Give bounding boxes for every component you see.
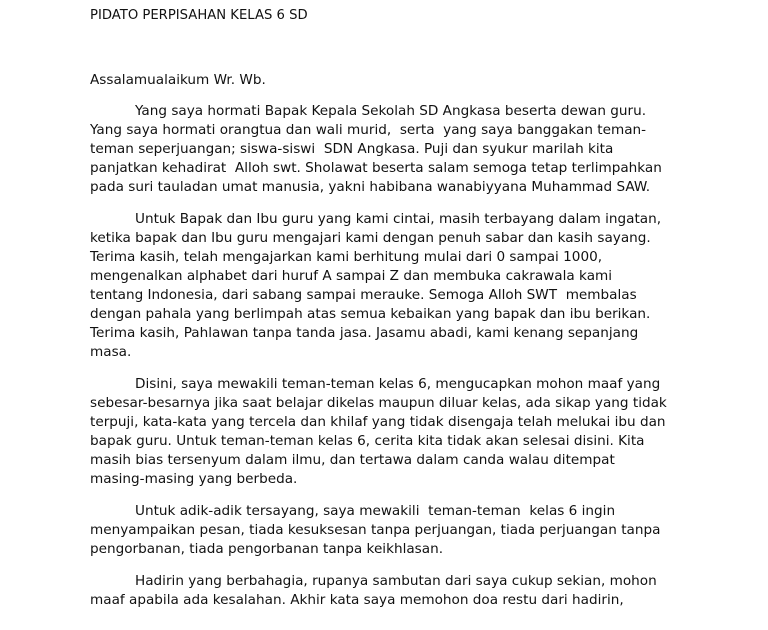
paragraph-line: menyampaikan pesan, tiada kesuksesan tanpa perjuangan, tiada perjuangan tanpa: [90, 522, 661, 538]
paragraph-line: dengan pahala yang berlimpah atas semua kebaikan yang bapak dan ibu berikan.: [90, 306, 651, 322]
paragraph-line: Terima kasih, telah mengajarkan kami berhitung mulai dari 0 sampai 1000,: [90, 249, 603, 265]
paragraph-line: Untuk Bapak dan Ibu guru yang kami cintai, masih terbayang dalam ingatan,: [135, 211, 662, 227]
paragraph-line: mengenalkan alphabet dari huruf A sampai Z dan membuka cakrawala kami: [90, 268, 613, 284]
paragraph-line: tentang Indonesia, dari sabang sampai merauke. Semoga Alloh SWT membalas: [90, 287, 637, 303]
paragraph-line: pada suri tauladan umat manusia, yakni habibana wanabiyyana Muhammad SAW.: [90, 179, 651, 195]
paragraph-closing: [90, 572, 690, 610]
paragraph-juniors: [90, 502, 690, 559]
paragraph-teachers: [90, 210, 690, 362]
paragraph-line: maaf apabila ada kesalahan. Akhir kata saya memohon doa restu dari hadirin,: [90, 592, 624, 608]
paragraph-opening: [90, 102, 690, 197]
paragraph-line: sebesar-besarnya jika saat belajar dikelas maupun diluar kelas, ada sikap yang tidak: [90, 395, 667, 411]
paragraph-line: masih bias tersenyum dalam ilmu, dan tertawa dalam canda walau ditempat: [90, 452, 615, 468]
paragraph-line: teman seperjuangan; siswa-siswi SDN Angkasa. Puji dan syukur marilah kita: [90, 141, 614, 157]
paragraph-line: terpuji, kata-kata yang tercela dan khilaf yang tidak disengaja telah melukai ibu dan: [90, 414, 666, 430]
paragraph-line: Disini, saya mewakili teman-teman kelas 6, mengucapkan mohon maaf yang: [135, 376, 661, 392]
document-title: PIDATO PERPISAHAN KELAS 6 SD: [90, 8, 308, 23]
paragraph-line: bapak guru. Untuk teman-teman kelas 6, cerita kita tidak akan selesai disini. Kita: [90, 433, 645, 449]
paragraph-line: Untuk adik-adik tersayang, saya mewakili teman-teman kelas 6 ingin: [135, 503, 616, 519]
paragraph-line: pengorbanan, tiada pengorbanan tanpa keikhlasan.: [90, 541, 444, 557]
greeting: Assalamualaikum Wr. Wb.: [90, 72, 266, 88]
paragraph-line: masa.: [90, 344, 132, 360]
paragraph-line: masing-masing yang berbeda.: [90, 471, 298, 487]
paragraph-apology: [90, 375, 690, 489]
paragraph-line: Terima kasih, Pahlawan tanpa tanda jasa. Jasamu abadi, kami kenang sepanjang: [90, 325, 639, 341]
document-page: [90, 6, 690, 623]
paragraph-line: Hadirin yang berbahagia, rupanya sambutan dari saya cukup sekian, mohon: [135, 573, 657, 589]
paragraph-line: panjatkan kehadirat Alloh swt. Sholawat beserta salam semoga tetap terlimpahkan: [90, 160, 662, 176]
paragraph-line: ketika bapak dan Ibu guru mengajari kami dengan penuh sabar dan kasih sayang.: [90, 230, 651, 246]
paragraph-line: Yang saya hormati orangtua dan wali murid, serta yang saya banggakan teman-: [90, 122, 647, 138]
paragraph-line: Yang saya hormati Bapak Kepala Sekolah SD Angkasa beserta dewan guru.: [135, 103, 647, 119]
